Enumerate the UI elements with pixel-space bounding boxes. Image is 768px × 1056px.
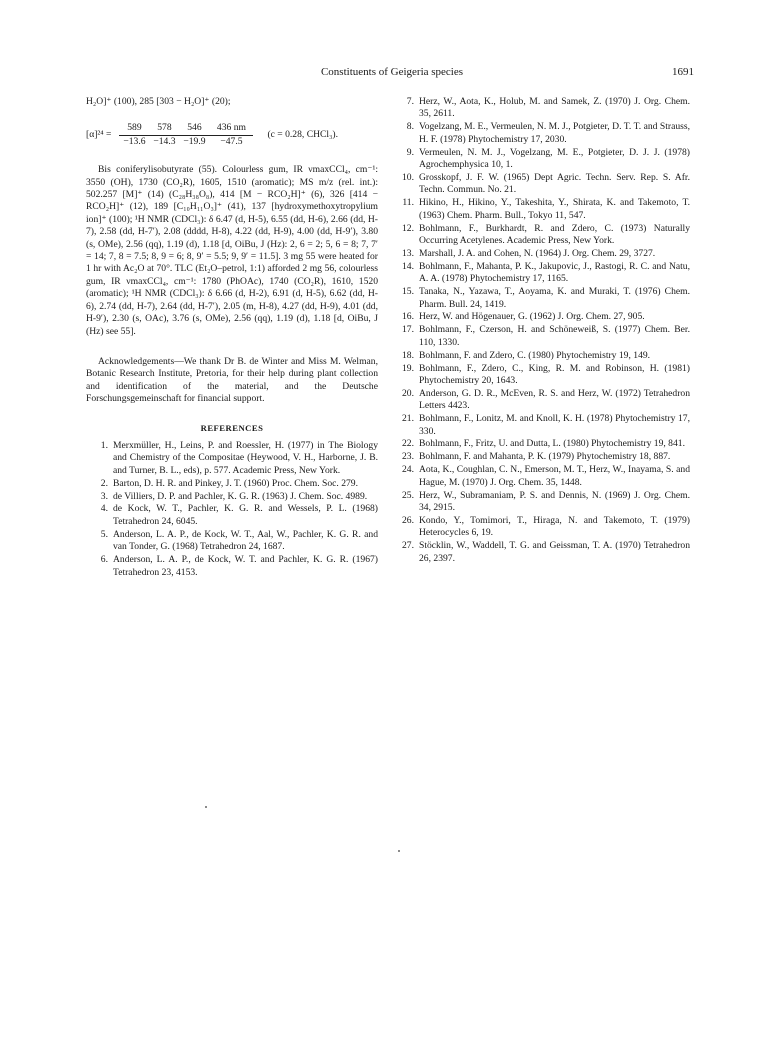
wavelength-cell: 436 nm bbox=[216, 122, 246, 134]
reference-text: Stöcklin, W., Waddell, T. G. and Geissman, T. A. (1970) Tetrahedron 26, 2397. bbox=[419, 540, 690, 564]
reference-item bbox=[392, 311, 690, 323]
reference-text: Barton, D. H. R. and Pinkey, J. T. (1960) Proc. Chem. Soc. 279. bbox=[113, 477, 358, 489]
reference-text: de Villiers, D. P. and Pachler, K. G. R. (1963) J. Chem. Soc. 4989. bbox=[113, 490, 368, 502]
reference-item bbox=[392, 121, 690, 146]
reference-number: 9. bbox=[406, 146, 414, 158]
reference-number: 21. bbox=[402, 413, 414, 425]
reference-item bbox=[392, 540, 690, 565]
reference-number: 19. bbox=[402, 362, 414, 374]
reference-number: 27. bbox=[402, 540, 414, 552]
reference-number: 1. bbox=[100, 439, 108, 451]
reference-number: 22. bbox=[402, 438, 414, 450]
left-column bbox=[86, 96, 378, 579]
reference-text: Vogelzang, M. E., Vermeulen, N. M. J., Potgieter, D. T. T. and Strauss, H. F. (1978) Phytochemistry 17, 2030. bbox=[419, 121, 690, 145]
reference-item bbox=[392, 438, 690, 450]
reference-item bbox=[392, 248, 690, 260]
reference-number: 8. bbox=[406, 121, 414, 133]
reference-number: 5. bbox=[100, 528, 108, 540]
wavelength-cell: 578 bbox=[157, 122, 172, 134]
compound-description: Bis coniferylisobutyrate (55). Colourless gum, IR νmaxCCl₄, cm⁻¹: 3550 (OH), 1730 (CO₂R), 1605, 1510 (aromatic); MS m/z (rel. int.): 502.257 [M]⁺ (14) (C₂₈H₃₈O₈), 414 [M − RCO₂H]⁺ (6), 326 [414 − RCO₂H]⁺ (12), 189 [C₁₀H₁₁O₃]⁺ (41), 137 [hydroxymethoxytropylium ion]⁺ (100); ¹H NMR (CDCl₃): δ 6.47 (d, H-5), 6.55 (dd, H-6), 2.66 (dd, H-7), 2.58 (dd, H-7′), 2.08 (dddd, H-8), 4.22 (dd, H-9), 4.00 (dd, H-9′), 3.80 (s, OMe), 2.56 (qq), 1.19 (d), 1.18 [d, OiBu, J (Hz): 2, 6 = 2; 5, 6 = 8; 7, 7′ = 14; 7, 8 = 7.5; 8, 9 = 6; 8, 9′ = 5.5; 9, 9′ = 11.5]. 3 mg 55 were heated for 1 hr with Ac₂O at 70°. TLC (Et₂O–petrol, 1:1) afforded 2 mg 56, colourless gum, IR νmaxCCl₄, cm⁻¹: 1780 (PhOAc), 1740 (CO₂R), 1610, 1520 (aromatic); ¹H NMR (CDCl₃): δ 6.66 (d, H-2), 6.91 (d, H-5), 6.62 (dd, H-6), 2.74 (dd, H-7), 2.64 (dd, H-7′), 2.05 (m, H-8), 4.27 (dd, H-9), 4.01 (dd, H-9′), 2.30 (s, OAc), 3.76 (s, OMe), 2.56 (qq), 1.19 (d), 1.18 [d, OiBu, J (Hz) see 55]. bbox=[86, 164, 378, 337]
reference-text: Bohlmann, F., Lonitz, M. and Knoll, K. H. (1978) Phytochemistry 17, 330. bbox=[419, 413, 690, 437]
reference-number: 13. bbox=[402, 247, 414, 259]
reference-text: Anderson, L. A. P., de Kock, W. T. and Pachler, K. G. R. (1967) Tetrahedron 23, 4153. bbox=[113, 554, 378, 578]
rotation-value-cell: −13.6 bbox=[123, 135, 146, 147]
reference-item bbox=[392, 363, 690, 388]
reference-number: 4. bbox=[100, 503, 108, 515]
reference-number: 20. bbox=[402, 387, 414, 399]
reference-item bbox=[392, 490, 690, 515]
reference-item bbox=[392, 464, 690, 489]
reference-text: Anderson, G. D. R., McEven, R. S. and Herz, W. (1972) Tetrahedron Letters 4423. bbox=[419, 387, 690, 412]
reference-text: Herz, W., Subramaniam, P. S. and Dennis, N. (1969) J. Org. Chem. 34, 2915. bbox=[419, 489, 690, 513]
rotation-value-cell: −47.5 bbox=[220, 135, 243, 147]
reference-text: Tanaka, N., Yazawa, T., Aoyama, K. and Muraki, T. (1976) Chem. Pharm. Bull. 24, 1419. bbox=[419, 286, 690, 310]
reference-number: 6. bbox=[100, 554, 108, 566]
wavelength-cell: 546 bbox=[187, 122, 202, 134]
reference-text: Anderson, L. A. P., de Kock, W. T., Aal, W., Pachler, K. G. R. and van Tonder, G. (1968) Tetrahedron 24, 1687. bbox=[113, 528, 378, 553]
reference-text: Bohlmann, F., Mahanta, P. K., Jakupovic, J., Rastogi, R. C. and Natu, A. A. (1978) Phytochemistry 17, 1165. bbox=[419, 260, 690, 285]
reference-text: Grosskopf, J. F. W. (1965) Dept Agric. Techn. Serv. Rep. S. Afr. Techn. Commun. No. 21. bbox=[419, 171, 690, 196]
reference-item bbox=[86, 554, 378, 579]
optical-rotation: [α]²⁴ = 589 578 546 436 nm −13.6 −14.3 −19.9 −47.5 (c = 0.28, CHCl₃). bbox=[86, 122, 339, 147]
reference-number: 18. bbox=[402, 349, 414, 361]
reference-item bbox=[392, 147, 690, 172]
reference-number: 14. bbox=[402, 260, 414, 272]
reference-number: 17. bbox=[402, 324, 414, 336]
reference-number: 10. bbox=[402, 171, 414, 183]
reference-number: 23. bbox=[402, 451, 414, 463]
optical-rotation-table bbox=[119, 122, 253, 148]
reference-item bbox=[392, 515, 690, 540]
references-heading: REFERENCES bbox=[200, 422, 264, 433]
rotation-value-cell: −14.3 bbox=[153, 135, 176, 147]
reference-text: Herz, W., Aota, K., Holub, M. and Samek, Z. (1970) J. Org. Chem. 35, 2611. bbox=[419, 96, 690, 120]
ms-data-continuation: H₂O]⁺ (100), 285 [303 − H₂O]⁺ (20); bbox=[86, 96, 231, 107]
reference-list-left bbox=[86, 440, 378, 579]
reference-text: Vermeulen, N. M. J., Vogelzang, M. E., Potgieter, D. J. J. (1978) Agrochemphysica 10, 1. bbox=[419, 146, 690, 171]
reference-text: Merxmüller, H., Leins, P. and Roessler, H. (1977) in The Biology and Chemistry of the Compositae (Heywood, V. H., Harborne, J. B. and Turner, B. L., eds), p. 577. Academic Press, New York. bbox=[113, 439, 378, 476]
reference-text: Herz, W. and Högenauer, G. (1962) J. Org. Chem. 27, 905. bbox=[419, 311, 645, 323]
reference-number: 25. bbox=[402, 489, 414, 501]
reference-item bbox=[392, 451, 690, 463]
reference-item bbox=[392, 413, 690, 438]
reference-item bbox=[392, 350, 690, 362]
reference-text: Marshall, J. A. and Cohen, N. (1964) J. Org. Chem. 29, 3727. bbox=[419, 247, 656, 259]
reference-text: Bohlmann, F. and Mahanta, P. K. (1979) Phytochemistry 18, 887. bbox=[419, 451, 671, 463]
reference-item bbox=[392, 324, 690, 349]
reference-text: de Kock, W. T., Pachler, K. G. R. and Wessels, P. L. (1968) Tetrahedron 24, 6045. bbox=[113, 503, 378, 527]
reference-item bbox=[392, 197, 690, 222]
acknowledgements: Acknowledgements—We thank Dr B. de Winter and Miss M. Welman, Botanic Research Institute, Pretoria, for their help during plant collection and identification of the material, and the Deutsche Forschungsgemeinschaft for financial support. bbox=[86, 355, 378, 405]
page-number: 1691 bbox=[672, 66, 694, 78]
reference-item bbox=[86, 491, 378, 503]
wavelength-cell: 589 bbox=[127, 122, 142, 134]
page-header bbox=[86, 66, 698, 82]
reference-number: 16. bbox=[402, 311, 414, 323]
reference-text: Bohlmann, F., Fritz, U. and Dutta, L. (1980) Phytochemistry 19, 841. bbox=[419, 438, 685, 450]
rotation-value-cell: −19.9 bbox=[183, 135, 206, 147]
reference-item bbox=[86, 478, 378, 490]
optical-rotation-symbol: [α]²⁴ bbox=[86, 129, 104, 141]
reference-text: Bohlmann, F., Burkhardt, R. and Zdero, C. (1973) Naturally Occurring Acetylenes. Academic Press, New York. bbox=[419, 222, 690, 246]
reference-number: 24. bbox=[402, 464, 414, 476]
reference-text: Aota, K., Coughlan, C. N., Emerson, M. T., Herz, W., Inayama, S. and Hague, M. (1970) J. Org. Chem. 35, 1448. bbox=[419, 464, 690, 488]
reference-item bbox=[392, 96, 690, 121]
reference-item bbox=[392, 388, 690, 413]
reference-item bbox=[86, 529, 378, 554]
reference-number: 7. bbox=[406, 96, 414, 107]
reference-number: 26. bbox=[402, 514, 414, 526]
reference-text: Bohlmann, F. and Zdero, C. (1980) Phytochemistry 19, 149. bbox=[419, 349, 651, 361]
reference-list-right bbox=[392, 96, 690, 565]
reference-item bbox=[392, 172, 690, 197]
reference-item bbox=[392, 261, 690, 286]
right-column bbox=[392, 96, 690, 566]
reference-number: 15. bbox=[402, 286, 414, 298]
reference-item bbox=[392, 223, 690, 248]
scan-speck bbox=[398, 850, 400, 852]
reference-text: Bohlmann, F., Zdero, C., King, R. M. and Robinson, H. (1981) Phytochemistry 20, 1643. bbox=[419, 362, 690, 386]
rotation-values-row bbox=[119, 136, 253, 148]
reference-text: Hikino, H., Hikino, Y., Takeshita, Y., Shirata, K. and Takemoto, T. (1963) Chem. Pharm. Bull., Tokyo 11, 547. bbox=[419, 197, 690, 221]
reference-item bbox=[392, 286, 690, 311]
reference-number: 12. bbox=[402, 222, 414, 234]
reference-number: 3. bbox=[100, 490, 108, 502]
reference-item bbox=[86, 503, 378, 528]
optical-rotation-conditions: (c = 0.28, CHCl₃). bbox=[267, 129, 339, 141]
reference-text: Kondo, Y., Tomimori, T., Hiraga, N. and Takemoto, T. (1979) Heterocycles 6, 19. bbox=[419, 514, 690, 539]
reference-item bbox=[86, 440, 378, 477]
reference-number: 11. bbox=[402, 197, 414, 209]
running-title: Constituents of Geigeria species bbox=[320, 66, 464, 78]
scan-speck bbox=[205, 806, 207, 808]
reference-number: 2. bbox=[100, 477, 108, 489]
reference-text: Bohlmann, F., Czerson, H. and Schöneweiß, S. (1977) Chem. Ber. 110, 1330. bbox=[419, 324, 690, 348]
wavelength-row bbox=[119, 122, 253, 135]
